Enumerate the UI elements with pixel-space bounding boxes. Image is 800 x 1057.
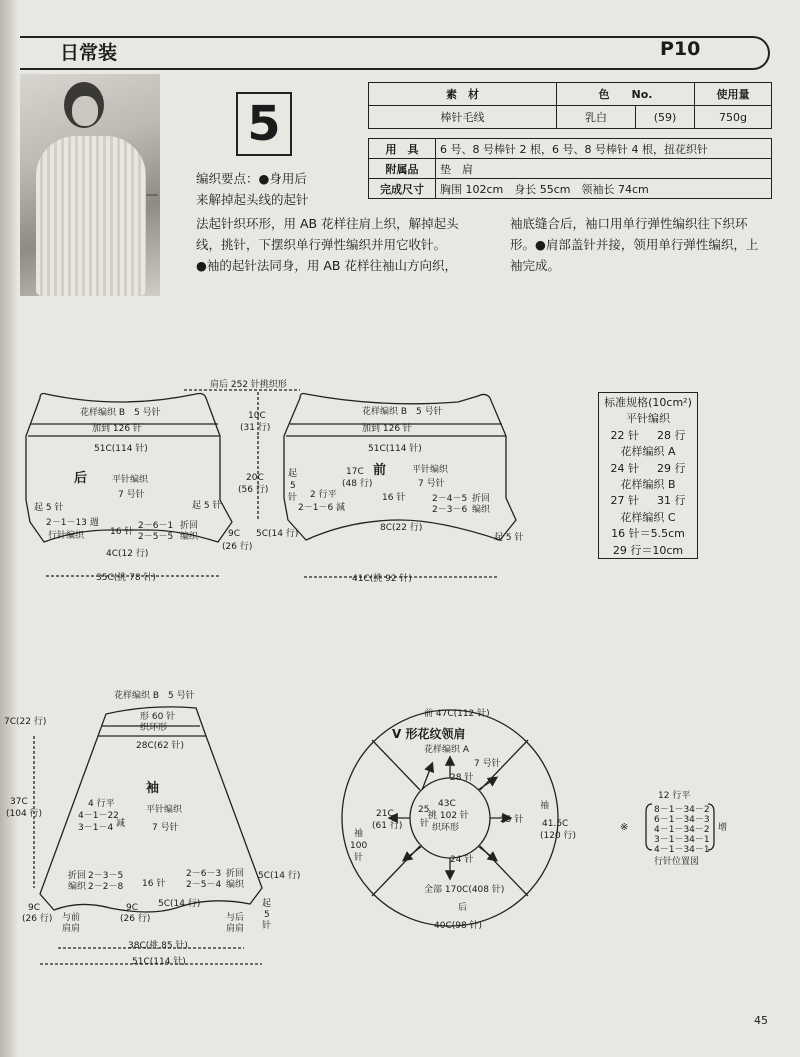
collar-25-left: 25 — [418, 805, 430, 815]
front-width: 51C(114 针) — [368, 444, 422, 454]
sleeve-fold-r: 折回 — [226, 869, 245, 879]
sleeve-h9b: (26 行) — [22, 914, 53, 924]
sleeve-r4: 4 行平 — [88, 799, 115, 809]
gauge-stitches-2: 24 针 — [610, 461, 639, 475]
front-needle: 7 号针 — [418, 479, 445, 489]
sleeve-fr1: 2－6－3 — [186, 869, 222, 879]
front-17c: 17C — [346, 467, 364, 477]
back-start-left: 起 5 针 — [34, 503, 64, 513]
sleeve-16st: 16 针 — [142, 879, 166, 889]
back-width: 51C(114 针) — [94, 444, 148, 454]
gauge-title: 标准规格(10cm²) — [604, 396, 692, 409]
back-rows-left: 2－1－13 週 — [46, 518, 99, 528]
size-value: 胸围 102cm 身长 55cm 领袖长 74cm — [436, 179, 772, 199]
tools-value: 6 号、8 号棒针 2 根，6 号、8 号棒针 4 根，扭花织针 — [436, 139, 772, 159]
sleeve-c9b: (26 行) — [120, 914, 151, 924]
collar-25-left2: 针 — [420, 819, 430, 829]
sleeve-fold-l: 折回 — [68, 871, 87, 881]
gauge-rows-1: 28 行 — [657, 428, 686, 442]
front-16st: 16 针 — [382, 493, 406, 503]
front-v10c2: (31 行) — [240, 423, 271, 433]
sleeve-r4b: 3－1－4 — [78, 823, 114, 833]
collar-total: 全部 170C(408 针) — [424, 885, 505, 895]
rows-r4: 3－1－34－1 — [654, 835, 710, 845]
back-needle: 7 号针 — [118, 490, 145, 500]
collar-center1: 43C — [438, 799, 456, 809]
notes-line-5: ●袖的起针法同身，用 AB 花样往袖山方向织， — [196, 258, 457, 273]
materials-header-amount: 使用量 — [695, 83, 772, 106]
collar-arrow-ur — [478, 778, 496, 790]
sleeve-pattern-b: 花样编织 B 5 号针 — [114, 691, 195, 701]
front-v20c: 20C — [246, 473, 264, 483]
front-v10c: 10C — [248, 411, 266, 421]
materials-header-material: 素 材 — [369, 83, 557, 106]
size-key: 完成尺寸 — [369, 179, 436, 199]
gauge-stitches-4: 16 针＝5.5cm — [611, 527, 685, 541]
materials-amount: 750g — [695, 106, 772, 129]
collar-bottom: 40C(98 针) — [434, 921, 483, 931]
collar-title: V 形花纹领肩 — [392, 727, 466, 741]
sleeve-w38: 38C(挑 85 针) — [128, 941, 188, 951]
collar-28st: 28 针 — [450, 773, 474, 783]
collar-sleeve-left3: 针 — [354, 853, 364, 863]
sleeve-h37b: (104 行) — [6, 809, 43, 819]
collar-sleeve-left: 袖 — [354, 829, 364, 839]
front-name: 前 — [373, 463, 387, 478]
collar-left21: 21C — [376, 809, 394, 819]
sleeve-name: 袖 — [146, 781, 160, 796]
collar-needle: 7 号针 — [474, 759, 501, 769]
sleeve-fold-r2: 编织 — [226, 880, 245, 890]
front-start: 起 — [288, 469, 298, 479]
gauge-stitches-3: 27 针 — [610, 494, 639, 508]
accessory-key: 附属品 — [369, 159, 436, 179]
back-dec1: 2－6－1 — [138, 521, 174, 531]
notes-line-4: 线，挑针，下摆织单行弹性编织并用它收针。 — [196, 237, 447, 252]
gauge-name-1: 平针编织 — [626, 412, 670, 426]
notes-line-7: 形。●肩部盖针并接，领用单行弹性编织，上 — [510, 237, 759, 252]
materials-color-no: (59) — [636, 106, 695, 129]
sleeve-fl2: 2－2－8 — [88, 882, 124, 892]
sleeve-fold-l2: 编织 — [68, 882, 87, 892]
front-add: 加到 126 针 — [362, 424, 412, 434]
back-pattern-b: 花样编织 B 5 号针 — [80, 408, 161, 418]
sleeve-inc: 减 — [116, 819, 126, 829]
sleeve-start: 起 — [262, 899, 272, 909]
sleeve-join2: 织环形 — [140, 723, 168, 733]
rows-bracket-left — [646, 804, 652, 850]
collar-center2: 挑 102 针 — [428, 811, 469, 821]
front-flat: 2 行平 — [310, 490, 337, 500]
sleeve-fr2: 2－5－4 — [186, 880, 222, 890]
sleeve-fl1: 2－3－5 — [88, 871, 124, 881]
pattern-number: 5 — [236, 92, 292, 156]
sleeve-to-front: 与前 — [62, 913, 81, 923]
sleeve-c9: 9C — [126, 903, 139, 913]
collar-pattern: 花样编织 A — [424, 745, 470, 755]
collar-25-right: 25 针 — [500, 815, 524, 825]
front-fold: 折回 — [472, 494, 491, 504]
notes-line-8: 袖完成。 — [510, 258, 561, 273]
front-h5c: 5C(14 行) — [256, 529, 299, 539]
front-r216: 2－1－6 減 — [298, 503, 346, 513]
back-top-label: 肩后 252 针挑织形 — [210, 380, 287, 390]
rows-r3: 4－1－34－2 — [654, 825, 710, 835]
rows-top: 12 行平 — [658, 791, 691, 801]
collar-arrow-dr — [478, 846, 496, 860]
back-dec2: 2－5－5 — [138, 532, 174, 542]
back-h9c2: (26 行) — [222, 542, 253, 552]
collar-right41: 41.5C — [542, 819, 569, 829]
gauge-name-4: 花样编织 C — [620, 510, 676, 524]
front-hem: 41C(挑 92 针) — [352, 574, 412, 584]
sleeve-h37: 37C — [10, 797, 28, 807]
rows-r1: 8－1－34－2 — [654, 805, 710, 815]
sleeve-plain: 平针编织 — [146, 805, 183, 815]
collar-seam-1 — [372, 740, 420, 790]
collar-right41b: (120 行) — [540, 831, 577, 841]
notes-line-1: 编织要点：●身用后 — [196, 171, 307, 186]
page-code: P10 — [660, 38, 701, 60]
back-hem: 35C(挑 78 针) — [96, 573, 156, 583]
back-name: 后 — [74, 471, 88, 486]
rows-r5: 4－1－34－1 — [654, 845, 710, 855]
notes-line-6: 袖底缝合后，袖口用单行弹性编织往下织环 — [510, 216, 748, 231]
sleeve-w51: 51C(114 针) — [132, 957, 186, 967]
front-bottom8c: 8C(22 行) — [380, 523, 423, 533]
tools-key: 用 具 — [369, 139, 436, 159]
back-rows-left2: 行针编织 — [48, 531, 85, 541]
rows-bottom: 行针位置図 — [654, 857, 700, 867]
gauge-rows-3: 31 行 — [657, 494, 686, 508]
sleeve-w28: 28C(62 针) — [136, 741, 185, 751]
back-add: 加到 126 针 — [92, 424, 142, 434]
rows-r2: 6－1－34－3 — [654, 815, 710, 825]
sleeve-r4a: 4－1－22 — [78, 811, 119, 821]
collar-arrow-ul — [422, 764, 432, 790]
sleeve-h5r: 5C(14 行) — [258, 871, 301, 881]
front-plain: 平针编织 — [412, 465, 449, 475]
sleeve-to-back: 与后 — [226, 913, 245, 923]
sleeve-needle: 7 号针 — [152, 823, 179, 833]
sleeve-h9: 9C — [28, 903, 41, 913]
gauge-rows-2: 29 行 — [657, 461, 686, 475]
collar-back: 后 — [458, 903, 468, 913]
gauge-name-2: 花样编织 A — [620, 445, 676, 459]
materials-header-color: 色 No. — [557, 83, 695, 106]
front-17c-rows: (48 行) — [342, 479, 373, 489]
back-bottom4c: 4C(12 行) — [106, 549, 149, 559]
notes-line-2: 来解掉起头线的起针 — [196, 192, 309, 207]
front-d2: 2－3－6 — [432, 505, 468, 515]
collar-arrow-dl — [404, 846, 422, 860]
sleeve-join: 形 60 针 — [140, 712, 176, 722]
collar-24st: 24 针 — [450, 855, 474, 865]
rows-side: 增 — [718, 823, 728, 833]
sleeve-start2: 5 — [264, 910, 270, 920]
rows-symbol: ※ — [620, 822, 629, 833]
back-fold: 折回 — [180, 521, 199, 531]
section-title: 日常装 — [60, 42, 118, 64]
materials-color: 乳白 — [557, 106, 636, 129]
back-h9c: 9C — [228, 529, 241, 539]
back-16st: 16 针 — [110, 527, 134, 537]
sleeve-h5: 5C(14 行) — [158, 899, 201, 909]
collar-sleeve-right: 袖 — [540, 801, 550, 811]
front-d1: 2－4－5 — [432, 494, 468, 504]
materials-yarn: 棒针毛线 — [369, 106, 557, 129]
accessory-value: 垫 肩 — [436, 159, 772, 179]
notes-line-3: 法起针织环形，用 AB 花样往肩上织，解掉起头 — [196, 216, 459, 231]
sleeve-to-front2: 肩肩 — [62, 924, 81, 934]
collar-center3: 织环形 — [432, 823, 460, 833]
sleeve-h7: 7C(22 行) — [4, 717, 47, 727]
gauge-stitches-1: 22 针 — [610, 428, 639, 442]
back-start-right: 起 5 针 — [192, 501, 222, 511]
front-v20c2: (56 行) — [238, 485, 269, 495]
gauge-rows-4: 29 行＝10cm — [612, 543, 684, 557]
front-start2: 5 — [290, 481, 296, 491]
sleeve-to-back2: 肩肩 — [226, 924, 245, 934]
page-number: 45 — [754, 1014, 768, 1027]
front-start3: 针 — [288, 493, 298, 503]
collar-sleeve-left2: 100 — [350, 841, 368, 851]
collar-top: 前 47C(112 针) — [424, 709, 490, 719]
front-start-r: 起 5 针 — [494, 533, 524, 543]
sleeve-start3: 针 — [262, 921, 272, 931]
front-fold2: 编织 — [472, 505, 491, 515]
back-plain: 平针编织 — [112, 475, 149, 485]
gauge-name-3: 花样编织 B — [620, 478, 676, 492]
collar-left21b: (61 行) — [372, 821, 403, 831]
back-fold2: 编织 — [180, 532, 199, 542]
front-pattern-b: 花样编织 B 5 号针 — [362, 407, 443, 417]
